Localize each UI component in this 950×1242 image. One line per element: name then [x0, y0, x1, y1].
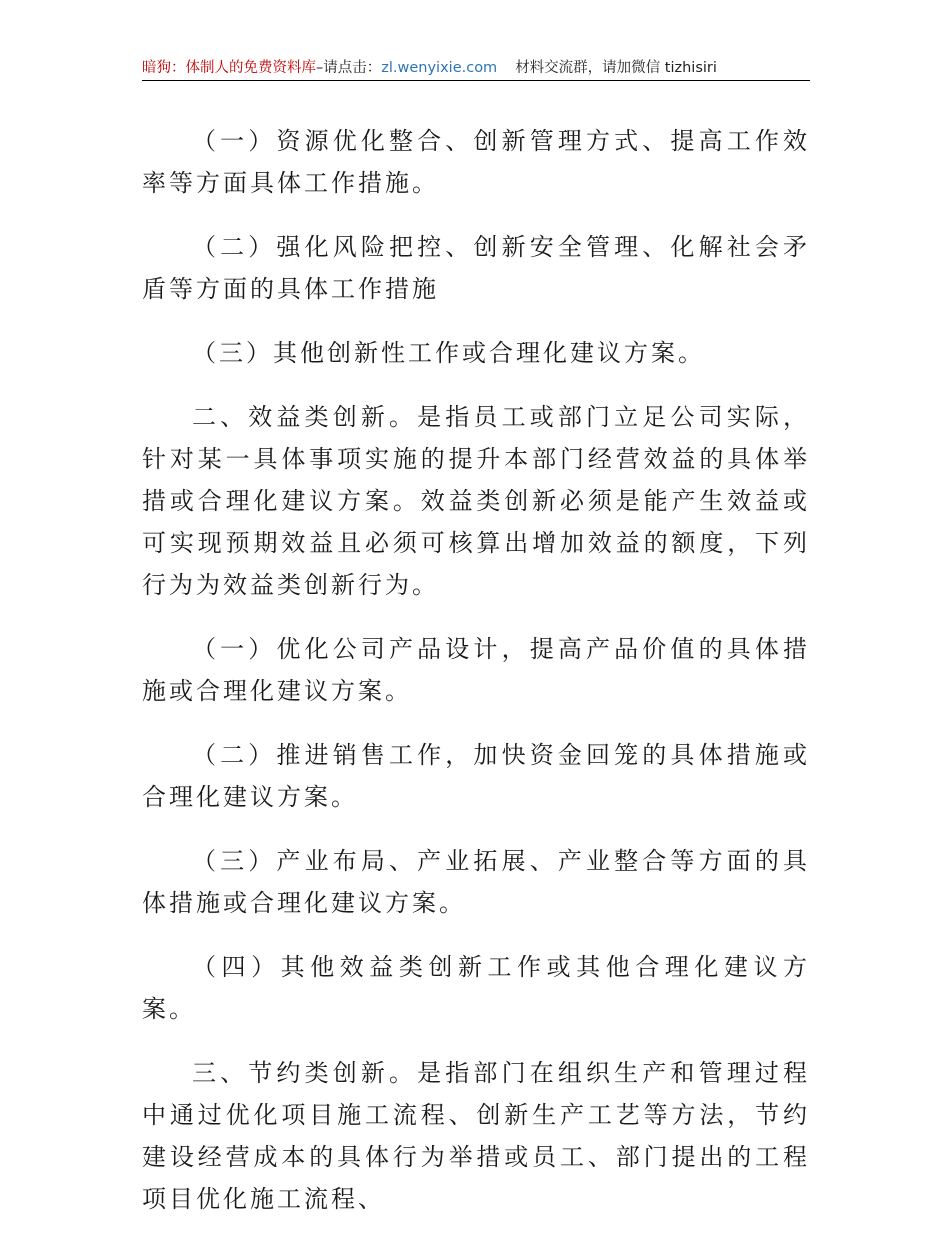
- header-prompt: –请点击：: [316, 60, 382, 76]
- paragraph-8: （四）其他效益类创新工作或其他合理化建议方案。: [142, 953, 810, 1023]
- paragraph-6: （二）推进销售工作，加快资金回笼的具体措施或合理化建议方案。: [142, 741, 810, 811]
- document-body: [142, 120, 810, 1242]
- paragraph-7: （三）产业布局、产业拓展、产业整合等方面的具体措施或合理化建议方案。: [142, 847, 810, 917]
- paragraph-2: （二）强化风险把控、创新安全管理、化解社会矛盾等方面的具体工作措施: [142, 233, 810, 303]
- paragraph-3: （三）其他创新性工作或合理化建议方案。: [192, 339, 705, 367]
- header-brand: 暗狗：体制人的免费资料库: [142, 60, 316, 76]
- header-contact: 材料交流群，请加微信 tizhisiri: [515, 60, 717, 76]
- header-link[interactable]: zl.wenyixie.com: [381, 60, 498, 76]
- paragraph-9: 三、节约类创新。是指部门在组织生产和管理过程中通过优化项目施工流程、创新生产工艺等方法，节约建设经营成本的具体行为举措或员工、部门提出的工程项目优化施工流程、: [142, 1059, 810, 1213]
- paragraph-5: （一）优化公司产品设计，提高产品价值的具体措施或合理化建议方案。: [142, 635, 810, 705]
- paragraph-4: 二、效益类创新。是指员工或部门立足公司实际，针对某一具体事项实施的提升本部门经营效益的具体举措或合理化建议方案。效益类创新必须是能产生效益或可实现预期效益且必须可核算出增加效益的额度，下列行为为效益类创新行为。: [142, 403, 810, 599]
- paragraph-1: （一）资源优化整合、创新管理方式、提高工作效率等方面具体工作措施。: [142, 127, 810, 197]
- page-header: [142, 56, 810, 81]
